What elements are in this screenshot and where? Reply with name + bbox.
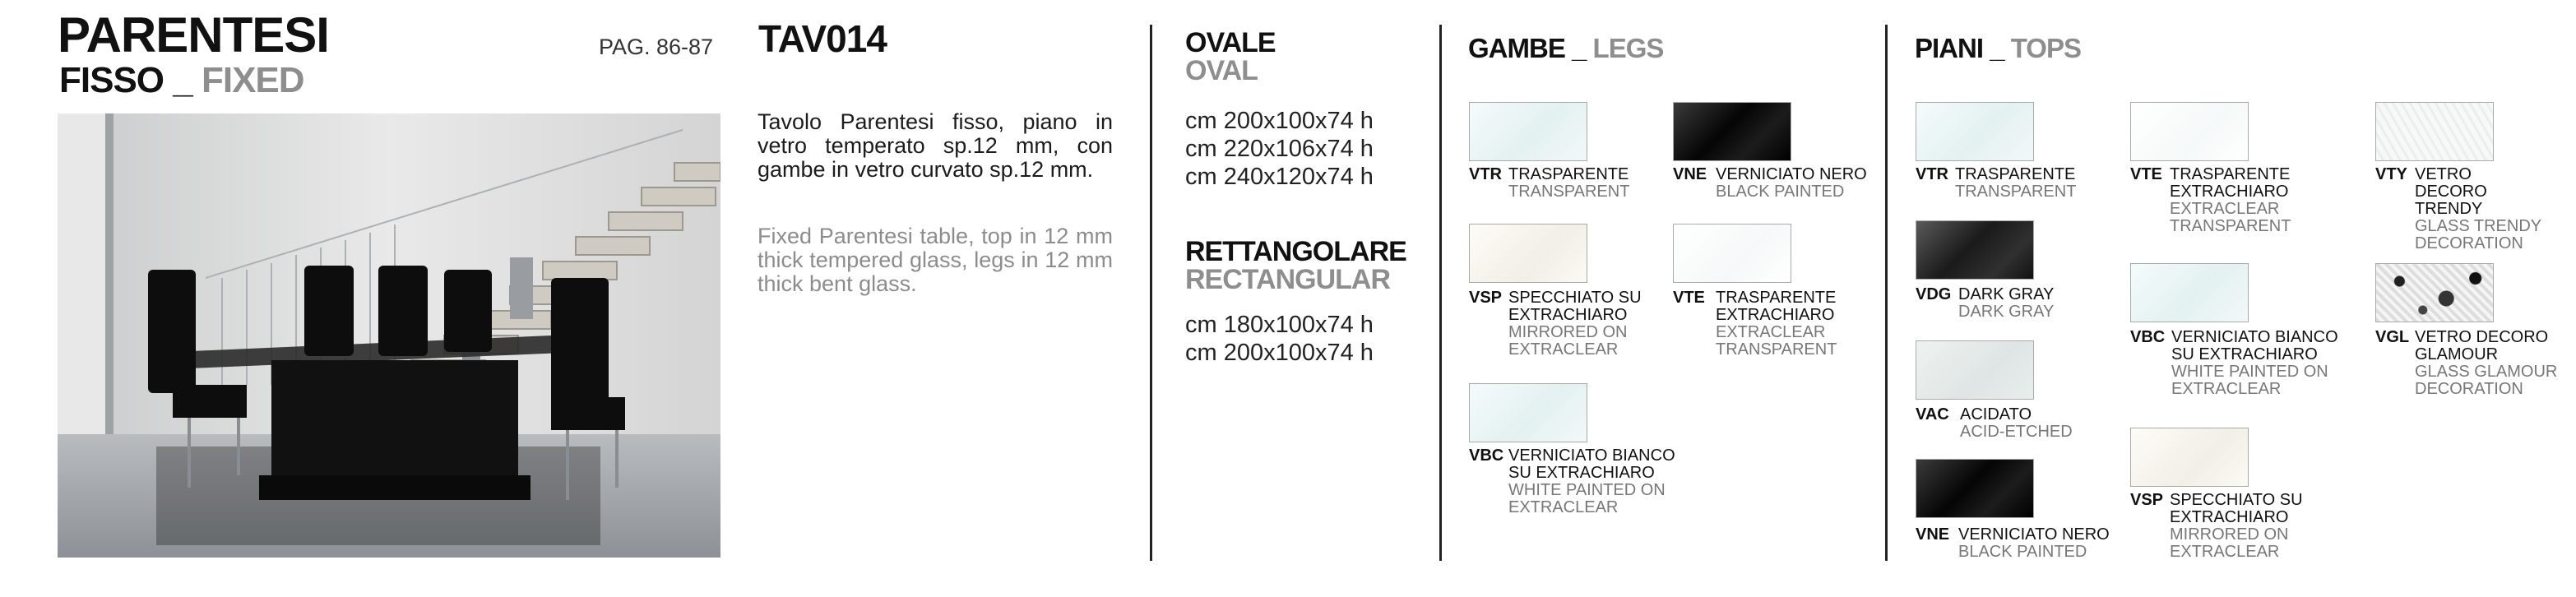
top-code-vne: VNE [1916, 525, 1950, 544]
top-it-vgl: VETRO DECORO GLAMOUR [2415, 328, 2549, 363]
tops-heading-it: PIANI [1915, 33, 1984, 63]
rect-sizes-list [1185, 311, 1374, 367]
leg-swatch-vte [1673, 224, 1791, 283]
top-en-vsp: MIRRORED ON EXTRACLEAR [2170, 525, 2289, 561]
top-it-vty: VETRO DECORO TRENDY [2415, 165, 2487, 218]
leg-it-vte: TRASPARENTE EXTRACHIARO [1716, 289, 1837, 324]
top-swatch-vty [2375, 102, 2494, 161]
top-en-vtr: TRANSPARENT [1955, 183, 2077, 201]
leg-code-vne: VNE [1673, 165, 1707, 183]
tops-heading-sep: _ [1990, 33, 2004, 63]
tops-heading-en: TOPS [2010, 33, 2081, 63]
leg-code-vtr: VTR [1469, 165, 1502, 183]
product-subtitle [59, 61, 304, 100]
rect-heading-it: RETTANGOLARE [1185, 236, 1406, 267]
divider-3 [1885, 25, 1888, 561]
leg-code-vbc: VBC [1469, 447, 1504, 465]
legs-heading [1468, 33, 1663, 64]
top-en-vne: BLACK PAINTED [1958, 543, 2087, 561]
top-en-vdg: DARK GRAY [1958, 303, 2055, 321]
top-it-vbc: VERNICIATO BIANCO SU EXTRACHIARO [2171, 328, 2338, 363]
divider-2 [1439, 25, 1442, 561]
top-it-vac: ACIDATO [1960, 405, 2032, 423]
legs-heading-it: GAMBE [1468, 33, 1565, 63]
leg-en-vbc: WHITE PAINTED ON EXTRACLEAR [1508, 481, 1666, 516]
leg-swatch-vsp [1469, 224, 1587, 283]
product-photo [58, 113, 720, 558]
top-code-vgl: VGL [2375, 328, 2410, 346]
leg-it-vtr: TRASPARENTE [1508, 165, 1629, 183]
leg-en-vtr: TRANSPARENT [1508, 183, 1630, 201]
leg-code-vte: VTE [1673, 289, 1705, 307]
leg-swatch-vtr [1469, 102, 1587, 161]
top-swatch-vte [2130, 102, 2249, 161]
leg-it-vne: VERNICIATO NERO [1716, 165, 1867, 183]
top-code-vsp: VSP [2130, 491, 2164, 509]
top-swatch-vne [1916, 459, 2034, 518]
product-code: TAV014 [758, 17, 887, 60]
oval-size-3: cm 240x120x74 h [1185, 164, 1374, 190]
rect-size-2: cm 200x100x74 h [1185, 340, 1374, 366]
legs-heading-en: LEGS [1592, 33, 1664, 63]
subtitle-sep: _ [173, 60, 192, 100]
top-code-vac: VAC [1916, 405, 1949, 423]
top-en-vbc: WHITE PAINTED ON EXTRACLEAR [2171, 363, 2328, 398]
top-en-vte: EXTRACLEAR TRANSPARENT [2170, 200, 2291, 235]
top-code-vty: VTY [2375, 165, 2407, 183]
divider-1 [1150, 25, 1152, 561]
oval-sizes-list [1185, 107, 1374, 191]
rect-heading-en: RECTANGULAR [1185, 264, 1391, 295]
description-en: Fixed Parentesi table, top in 12 mm thick tempered glass, legs in 12 mm thick bent glass. [758, 224, 1113, 296]
top-swatch-vdg [1916, 220, 2034, 280]
leg-en-vsp: MIRRORED ON EXTRACLEAR [1508, 323, 1628, 359]
leg-swatch-vbc [1469, 383, 1587, 442]
oval-heading-en: OVAL [1185, 55, 1258, 86]
top-en-vac: ACID-ETCHED [1960, 423, 2073, 441]
top-code-vte: VTE [2130, 165, 2162, 183]
oval-size-1: cm 200x100x74 h [1185, 108, 1374, 134]
page-reference: PAG. 86-87 [599, 35, 714, 59]
top-it-vne: VERNICIATO NERO [1958, 525, 2110, 544]
top-it-vdg: DARK GRAY [1958, 285, 2055, 303]
oval-size-2: cm 220x106x74 h [1185, 136, 1374, 162]
top-swatch-vtr [1916, 102, 2034, 161]
leg-en-vte: EXTRACLEAR TRANSPARENT [1716, 323, 1837, 359]
description-it: Tavolo Parentesi fisso, piano in vetro temperato sp.12 mm, con gambe in vetro curvato sp.12 mm. [758, 109, 1113, 182]
top-swatch-vgl [2375, 263, 2494, 322]
top-swatch-vac [1916, 340, 2034, 400]
top-code-vtr: VTR [1916, 165, 1948, 183]
product-title: PARENTESI [58, 7, 329, 62]
subtitle-en: FIXED [201, 60, 304, 100]
oval-heading-it: OVALE [1185, 27, 1276, 58]
subtitle-it: FISSO [59, 60, 164, 100]
legs-heading-sep: _ [1572, 33, 1587, 63]
top-it-vte: TRASPARENTE EXTRACHIARO [2170, 165, 2291, 201]
top-it-vsp: SPECCHIATO SU EXTRACHIARO [2170, 491, 2303, 526]
leg-it-vsp: SPECCHIATO SU EXTRACHIARO [1508, 289, 1642, 324]
top-it-vtr: TRASPARENTE [1955, 165, 2076, 183]
leg-en-vne: BLACK PAINTED [1716, 183, 1845, 201]
rect-size-1: cm 180x100x74 h [1185, 312, 1374, 338]
leg-code-vsp: VSP [1469, 289, 1503, 307]
top-swatch-vsp [2130, 428, 2249, 487]
leg-swatch-vne [1673, 102, 1791, 161]
tops-heading [1915, 33, 2081, 64]
top-en-vgl: GLASS GLAMOUR DECORATION [2415, 363, 2558, 398]
top-swatch-vbc [2130, 263, 2249, 322]
top-en-vty: GLASS TRENDY DECORATION [2415, 217, 2541, 252]
leg-it-vbc: VERNICIATO BIANCO SU EXTRACHIARO [1508, 447, 1675, 482]
top-code-vdg: VDG [1916, 285, 1952, 303]
top-code-vbc: VBC [2130, 328, 2166, 346]
